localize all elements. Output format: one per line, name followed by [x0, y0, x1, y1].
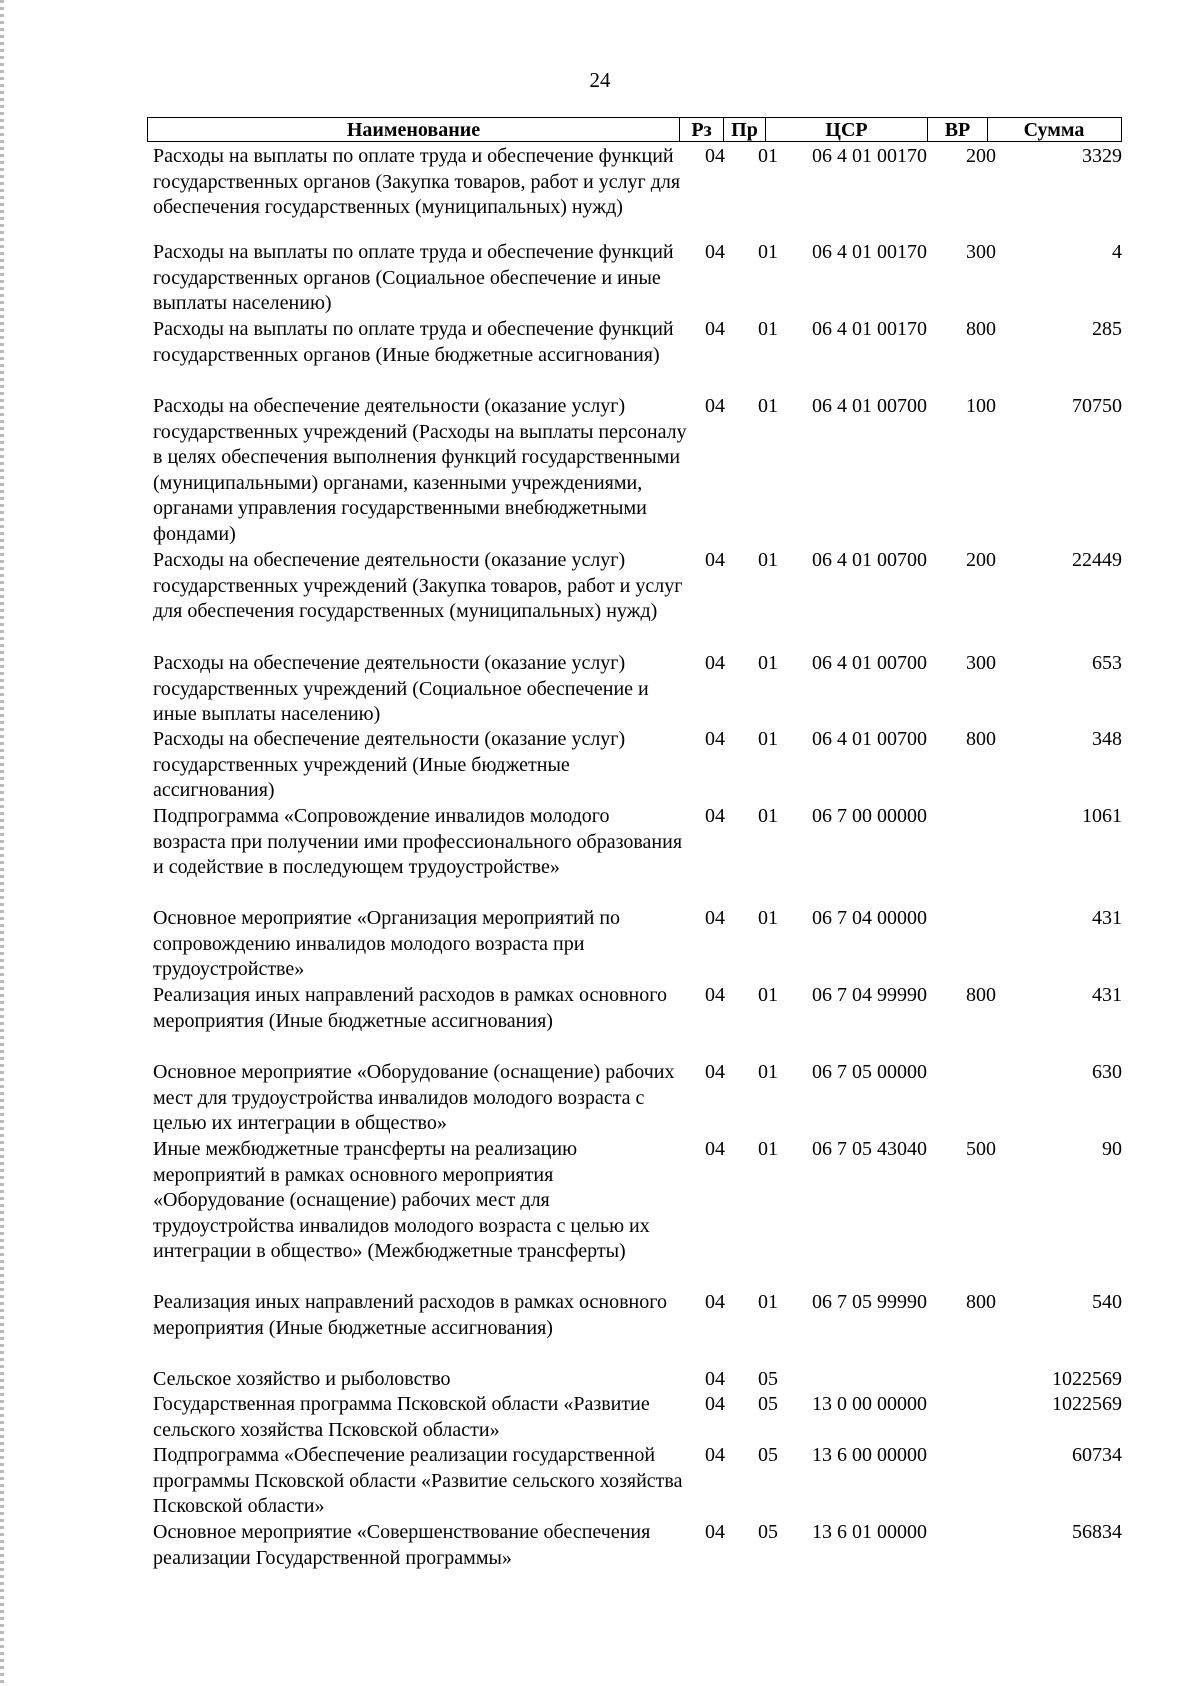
cell-csr: 13 6 00 00000: [812, 1444, 927, 1466]
cell-vr: 800: [966, 1291, 996, 1313]
cell-name: Расходы на выплаты по оплате труда и обеспечение функций государственных органов (Закупка товаров, работ и услуг для обеспечения государственных (муниципальных) нужд): [153, 145, 681, 218]
cell-name: Реализация иных направлений расходов в рамках основного мероприятия (Иные бюджетные ассигнования): [153, 984, 667, 1032]
cell-rz: 04: [705, 652, 725, 674]
cell-name: Расходы на обеспечение деятельности (оказание услуг) государственных учреждений (Расходы на выплаты персоналу в целях обеспечения выполнения функций государственными (муниципальными) органами, казенными учреждениями, органами управления государственными внебюджетными фондами): [153, 395, 687, 545]
cell-rz: 04: [705, 1138, 725, 1160]
cell-vr: [952, 1392, 1018, 1443]
cell-sum: 70750: [1072, 395, 1122, 417]
table-row: [153, 727, 1122, 804]
cell-csr: 06 4 01 00170: [812, 241, 927, 263]
cell-name: Основное мероприятие «Оборудование (оснащение) рабочих мест для трудоустройства инвалидов молодого возраста с целью их интеграции в общество»: [153, 1061, 675, 1134]
table-row: [153, 394, 1122, 547]
cell-csr: 13 0 00 00000: [812, 1393, 927, 1415]
cell-name: Расходы на обеспечение деятельности (оказание услуг) государственных учреждений (Закупка товаров, работ и услуг для обеспечения государственных (муниципальных) нужд): [153, 549, 683, 622]
table-row: [153, 906, 1122, 983]
cell-rz: 04: [705, 1521, 725, 1543]
cell-pr: 05: [758, 1521, 778, 1543]
cell-pr: 01: [758, 395, 778, 417]
table-row: [153, 317, 1122, 368]
cell-name: Государственная программа Псковской области «Развитие сельского хозяйства Псковской области»: [153, 1393, 650, 1441]
header-csr: ЦСР: [766, 118, 928, 141]
cell-pr: 01: [758, 728, 778, 750]
table-row: [153, 1392, 1122, 1443]
cell-csr: 06 7 05 99990: [812, 1291, 927, 1313]
cell-vr: 200: [966, 145, 996, 167]
cell-sum: 431: [1092, 984, 1122, 1006]
cell-rz: 04: [705, 145, 725, 167]
cell-pr: 01: [758, 907, 778, 929]
cell-sum: 630: [1092, 1061, 1122, 1083]
cell-name: Расходы на выплаты по оплате труда и обеспечение функций государственных органов (Иные бюджетные ассигнования): [153, 318, 674, 366]
cell-csr: 06 4 01 00700: [812, 652, 927, 674]
cell-rz: 04: [705, 728, 725, 750]
header-rz: Рз: [680, 118, 724, 141]
cell-name: Расходы на выплаты по оплате труда и обеспечение функций государственных органов (Социальное обеспечение и иные выплаты населению): [153, 241, 674, 314]
cell-sum: 56834: [1072, 1521, 1122, 1543]
cell-vr: [952, 906, 1018, 983]
table-row: [153, 1443, 1122, 1520]
cell-pr: 01: [758, 652, 778, 674]
cell-csr: [788, 1367, 952, 1393]
table-row: [153, 240, 1122, 317]
cell-pr: 05: [758, 1444, 778, 1466]
table-row: [153, 651, 1122, 728]
cell-csr: 06 7 05 00000: [812, 1061, 927, 1083]
cell-vr: [952, 1520, 1018, 1571]
cell-vr: 300: [966, 652, 996, 674]
cell-sum: 653: [1092, 652, 1122, 674]
cell-rz: 04: [705, 241, 725, 263]
cell-sum: 348: [1092, 728, 1122, 750]
cell-pr: 01: [758, 1061, 778, 1083]
cell-name: Подпрограмма «Сопровождение инвалидов молодого возраста при получении ими профессионального образования и содействие в последующем трудоустройстве»: [153, 805, 683, 878]
cell-rz: 04: [705, 1291, 725, 1313]
cell-pr: 01: [758, 805, 778, 827]
cell-pr: 01: [758, 318, 778, 340]
cell-csr: 06 7 05 43040: [812, 1138, 927, 1160]
cell-name: Основное мероприятие «Организация мероприятий по сопровождению инвалидов молодого возраста при трудоустройстве»: [153, 907, 621, 980]
cell-pr: 01: [758, 241, 778, 263]
cell-rz: 04: [705, 318, 725, 340]
cell-vr: 100: [966, 395, 996, 417]
cell-vr: 800: [966, 984, 996, 1006]
table-header: [147, 117, 1122, 142]
cell-rz: 04: [705, 1368, 725, 1390]
cell-sum: 1022569: [1052, 1368, 1122, 1390]
header-name: Наименование: [148, 118, 680, 141]
cell-sum: 22449: [1072, 549, 1122, 571]
cell-csr: 06 7 00 00000: [812, 805, 927, 827]
cell-vr: 200: [966, 549, 996, 571]
cell-sum: 3329: [1082, 145, 1122, 167]
cell-sum: 285: [1092, 318, 1122, 340]
cell-vr: 300: [966, 241, 996, 263]
cell-sum: 1061: [1082, 805, 1122, 827]
cell-rz: 04: [705, 1444, 725, 1466]
cell-pr: 01: [758, 984, 778, 1006]
header-pr: Пр: [724, 118, 766, 141]
cell-name: Основное мероприятие «Совершенствование обеспечения реализации Государственной программы»: [153, 1521, 651, 1569]
cell-pr: 01: [758, 1291, 778, 1313]
table-row: [153, 1060, 1122, 1137]
cell-sum: 60734: [1072, 1444, 1122, 1466]
cell-name: Сельское хозяйство и рыболовство: [153, 1368, 451, 1390]
cell-rz: 04: [705, 984, 725, 1006]
header-sum: Сумма: [1023, 119, 1085, 141]
cell-sum: 431: [1092, 907, 1122, 929]
table-row: [153, 1137, 1122, 1265]
cell-csr: 06 7 04 00000: [812, 907, 927, 929]
cell-csr: 06 4 01 00700: [812, 728, 927, 750]
cell-rz: 04: [705, 1393, 725, 1415]
cell-name: Подпрограмма «Обеспечение реализации государственной программы Псковской области «Развитие сельского хозяйства Псковской области»: [153, 1444, 683, 1517]
cell-vr: [952, 1367, 1018, 1393]
page-number: 24: [589, 68, 611, 92]
table-row: [153, 983, 1122, 1034]
cell-name: Расходы на обеспечение деятельности (оказание услуг) государственных учреждений (Иные бюджетные ассигнования): [153, 728, 626, 801]
cell-rz: 04: [705, 907, 725, 929]
cell-vr: 800: [966, 318, 996, 340]
cell-sum: 1022569: [1052, 1393, 1122, 1415]
cell-rz: 04: [705, 1061, 725, 1083]
cell-csr: 13 6 01 00000: [812, 1521, 927, 1543]
table-row: [153, 1290, 1122, 1341]
cell-rz: 04: [705, 805, 725, 827]
table-row: [153, 548, 1122, 625]
cell-csr: 06 4 01 00170: [812, 318, 927, 340]
cell-vr: 800: [966, 728, 996, 750]
header-vr: ВР: [928, 118, 988, 141]
cell-name: Иные межбюджетные трансферты на реализацию мероприятий в рамках основного мероприятия «Оборудование (оснащение) рабочих мест для трудоустройства инвалидов молодого возраста с целью их интеграции в общество» (Межбюджетные трансферты): [153, 1138, 650, 1262]
cell-sum: 4: [1112, 241, 1122, 263]
cell-csr: 06 4 01 00170: [812, 145, 927, 167]
cell-vr: [952, 1443, 1018, 1520]
cell-name: Расходы на обеспечение деятельности (оказание услуг) государственных учреждений (Социальное обеспечение и иные выплаты населению): [153, 652, 649, 725]
table-row: [153, 804, 1122, 881]
cell-csr: 06 4 01 00700: [812, 395, 927, 417]
cell-vr: [952, 804, 1018, 881]
cell-pr: 01: [758, 145, 778, 167]
cell-sum: 540: [1092, 1291, 1122, 1313]
cell-rz: 04: [705, 395, 725, 417]
cell-pr: 01: [758, 549, 778, 571]
cell-vr: 500: [966, 1138, 996, 1160]
table-row: [153, 144, 1122, 221]
cell-csr: 06 4 01 00700: [812, 549, 927, 571]
cell-pr: 01: [758, 1138, 778, 1160]
table-row: [153, 1367, 1122, 1393]
cell-pr: 05: [758, 1393, 778, 1415]
scan-edge: [0, 0, 4, 1686]
cell-csr: 06 7 04 99990: [812, 984, 927, 1006]
cell-vr: [952, 1060, 1018, 1137]
table-row: [153, 1520, 1122, 1571]
cell-pr: 05: [758, 1368, 778, 1390]
cell-rz: 04: [705, 549, 725, 571]
cell-name: Реализация иных направлений расходов в рамках основного мероприятия (Иные бюджетные ассигнования): [153, 1291, 667, 1339]
cell-sum: 90: [1102, 1138, 1122, 1160]
